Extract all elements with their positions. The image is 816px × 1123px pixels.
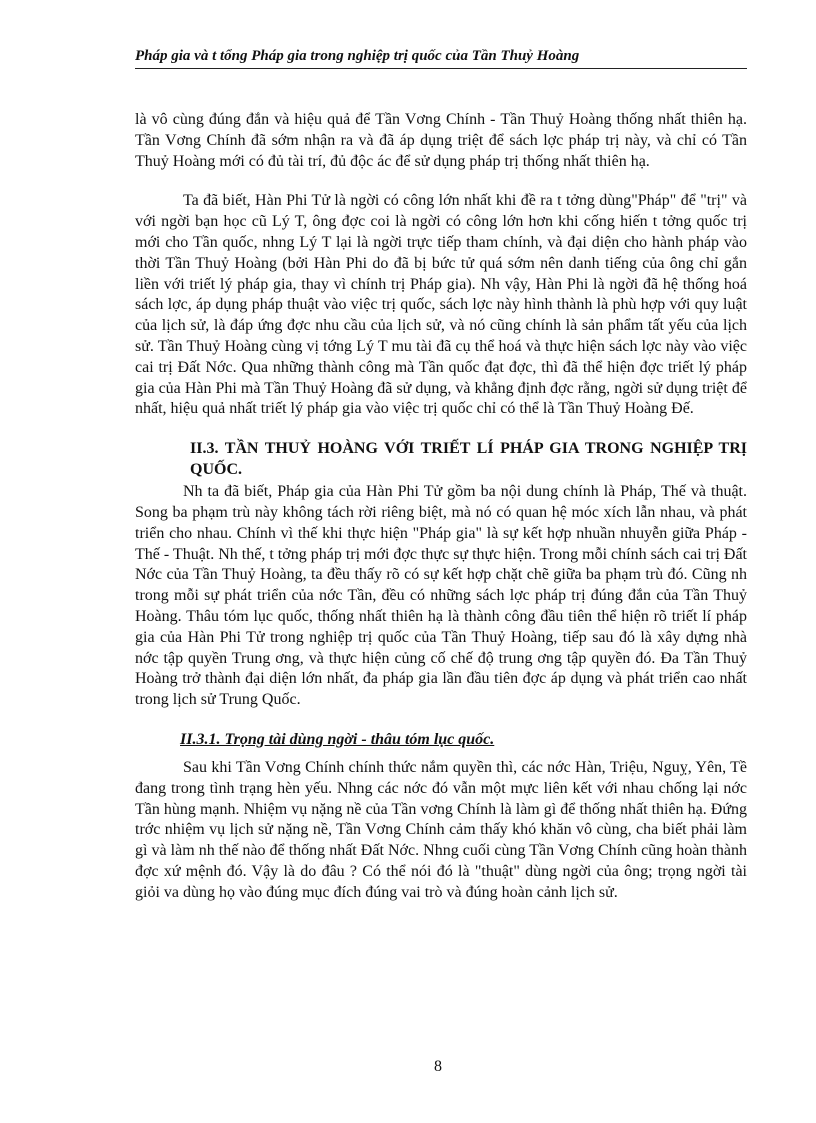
page-number: 8: [434, 1058, 442, 1075]
section-heading: II.3. TẦN THUỶ HOÀNG VỚI TRIẾT LÍ PHÁP GIA TRONG NGHIỆP TRỊ QUỐC.: [190, 440, 747, 478]
subsection-heading: II.3.1. Trọng tài dùng ngời - thâu tóm lục quốc.: [180, 730, 495, 748]
paragraph-han-phi-tu: Ta đã biết, Hàn Phi Tử là ngời có công lớn nhất khi đề ra t tởng dùng"Pháp" để "trị" và với ngời bạn học cũ Lý T, ông đợc coi là ngời có công lớn hơn khi cống hiến t tởng quốc trị mới cho Tần quốc, nhng Lý T lại là ngời trực tiếp tham chính, và đại diện cho hành pháp vào thời Tần Thuỷ Hoàng (bởi Hàn Phi do đã bị bức tử quá sớm nên danh tiếng của ông chỉ gắn liền với triết lý pháp gia, thay vì chính trị Pháp gia). Nh vậy, Hàn Phi là ngời đã hệ thống hoá sách lợc, áp dụng pháp thuật vào việc trị quốc, sách lợc này hình thành là phù hợp với quy luật của lịch sử, là đáp ứng đợc nhu cầu của lịch sử, và nó cũng chính là sản phẩm tất yếu của lịch sử. Tần Thuỷ Hoàng cùng vị tớng Lý T mu tài đã cụ thể hoá và thực hiện sách lợc này vào việc cai trị Đất Nớc. Qua những thành công mà Tần quốc đạt đợc, thì đã thể hiện đợc triết lý pháp gia của Hàn Phi mà Tần Thuỷ Hoàng đã sử dụng, và khẳng định đợc rằng, ngời sử dụng triệt để nhất, hiệu quả nhất triết lý pháp gia vào việc trị quốc chỉ có thể là Tần Thuỷ Hoàng Đế.: [135, 192, 747, 418]
paragraph-tan-vuong-chinh: Sau khi Tần Vơng Chính chính thức nắm quyền thì, các nớc Hàn, Triệu, Nguỵ, Yên, Tề đang trong tình trạng hèn yếu. Nhng các nớc đó vẫn một mực liên kết với nhau chống lại nớc Tần hùng mạnh. Nhiệm vụ nặng nề của Tần vơng Chính là làm gì để thống nhất thiên hạ. Đứng trớc nhiệm vụ lịch sử nặng nề, Tần Vơng Chính cảm thấy khó khăn vô cùng, cha biết phải làm gì và làm nh thế nào để thống nhất Đất Nớc. Nhng cuối cùng Tần Vơng Chính cũng hoàn thành đợc xứ mệnh đó. Vậy là do đâu ? Có thể nói đó là "thuật" dùng ngời của ông; trọng ngời tài giỏi va dùng họ vào đúng mục đích đúng vai trò và đúng hoàn cảnh lịch sử.: [135, 758, 747, 901]
paragraph-continuation: là vô cùng đúng đắn và hiệu quả để Tần Vơng Chính - Tần Thuỷ Hoàng thống nhất thiên hạ. Tần Vơng Chính đã sớm nhận ra và đã áp dụng triệt để sách lợc pháp trị này, và chỉ có Tần Thuỷ Hoàng mới có đủ tài trí, đủ độc ác để sử dụng pháp trị thống nhất thiên hạ.: [135, 111, 747, 170]
page-body: [135, 110, 747, 923]
paragraph-phap-the-thuat: Nh ta đã biết, Pháp gia của Hàn Phi Tử gồm ba nội dung chính là Pháp, Thế và thuật. Song ba phạm trù này không tách rời riêng biệt, mà nó có quan hệ móc xích lẫn nhau, và phát triển cho nhau. Chính vì thế khi thực hiện "Pháp gia" là sự kết hợp nhuần nhuyễn giữa Pháp - Thế - Thuật. Nh thế, t tởng pháp trị mới đợc thực sự thực hiện. Trong mỗi chính sách cai trị Đất Nớc của Tần Thuỷ Hoàng, ta đều thấy rõ có sự kết hợp chặt chẽ giữa ba phạm trù đó. Cũng nh trong mỗi sự phát triển của nớc Tần, đều có những sách lợc pháp trị đúng đắn của Tần Thuỷ Hoàng. Thâu tóm lục quốc, thống nhất thiên hạ là thành công đầu tiên thể hiện rõ triết lí pháp gia của Hàn Phi Tử trong nghiệp trị quốc của Tần Thuỷ Hoàng, tiếp sau đó là xây dựng nhà nớc tập quyền Trung ơng, và thực hiện củng cố chế độ trung ơng tập quyền đó. Đa Tần Thuỷ Hoàng trở thành đại diện lớn nhất, đa pháp gia lần đầu tiên đợc áp dụng và phát triển cao nhất trong lịch sử Trung Quốc.: [135, 483, 747, 709]
running-header: Pháp gia và t tổng Pháp gia trong nghiệp trị quốc của Tần Thuỷ Hoàng: [135, 46, 747, 69]
